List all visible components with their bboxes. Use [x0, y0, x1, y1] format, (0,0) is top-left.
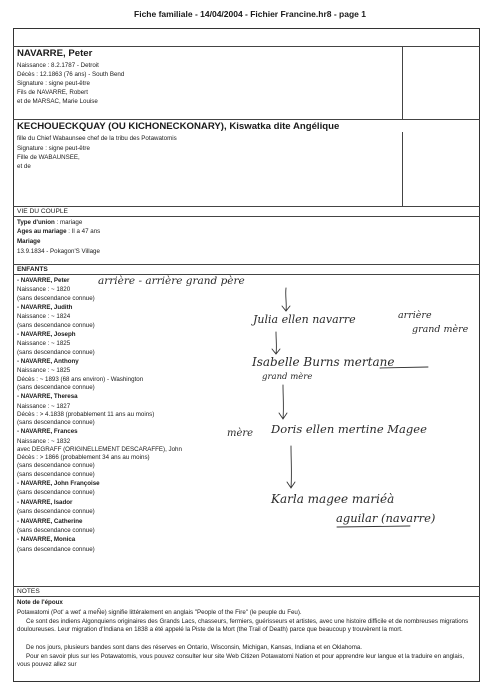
child-detail: (sans descendance connue) [17, 294, 95, 302]
child-detail: (sans descendance connue) [17, 348, 95, 356]
child-name: - NAVARRE, Monica [17, 536, 76, 544]
husband-death: Décès : 12.1863 (76 ans) - South Bend [17, 71, 125, 78]
note-paragraph-3: De nos jours, plusieurs bandes sont dans des réserves en Ontario, Wisconsin, Michigan, Kansas, Indiana et en Oklahoma. [26, 644, 363, 651]
child-detail: Naissance : ~ 1827 [17, 402, 71, 410]
wife-father: Fille de WABAUNSEE, [17, 154, 80, 161]
arrow-down-2 [272, 332, 280, 354]
child-name: - NAVARRE, Joseph [17, 331, 76, 338]
underline-aguilar [337, 526, 410, 527]
child-detail: Naissance : ~ 1825 [17, 340, 71, 348]
notes-heading: NOTES [17, 588, 40, 595]
child-detail: (sans descendance connue) [17, 419, 95, 426]
marriage-ages-value: : Il a 47 ans [66, 228, 101, 235]
underline-mertane [380, 367, 428, 368]
marriage-ages-label: Ages au mariage [17, 228, 67, 235]
husband-father: Fils de NAVARRE, Robert [17, 89, 88, 96]
arrow-down-3 [279, 385, 287, 419]
note-paragraph-1: Potawatomi (Pot' a wet' a meÑe) signifie littéralement en anglais "People of the Fire" (le peuple du Feu). [17, 609, 302, 616]
husband-name: NAVARRE, Peter [17, 48, 93, 59]
child-name: - NAVARRE, John Françoise [17, 480, 100, 487]
child-name: - NAVARRE, Catherine [17, 517, 83, 525]
page-header: Fiche familiale - 14/04/2004 - Fichier Francine.hr8 - page 1 [134, 9, 366, 19]
arrow-down-1 [282, 288, 290, 311]
child-name: - NAVARRE, Frances [17, 428, 78, 436]
child-detail: Décès : > 4.1838 (probablement 11 ans au moins) [17, 410, 155, 418]
wife-description: fille du Chief Wabaunsee chef de la tribu des Potawatomis [17, 135, 177, 142]
child-detail: (sans descendance connue) [17, 383, 95, 391]
child-detail: Naissance : ~ 1820 [17, 286, 71, 294]
couple-heading: VIE DU COUPLE [17, 208, 68, 215]
husband-mother: et de MARSAC, Marie Louise [17, 98, 98, 105]
marriage-value: 13.9.1834 - Pokagon'S Village [17, 248, 100, 255]
child-detail: (sans descendance connue) [17, 489, 95, 497]
child-detail: Naissance : ~ 1824 [17, 313, 71, 321]
union-type-value: : mariage [54, 219, 83, 226]
wife-mother: et de [17, 163, 31, 170]
child-detail: Naissance : ~ 1825 [17, 367, 71, 375]
child-name: - NAVARRE, Judith [17, 304, 73, 311]
handwriting-grandmother-2: grand mère [262, 372, 313, 382]
wife-signature: Signature : signe peut-être [17, 145, 90, 152]
handwriting-great-great-grandfather: arrière - arrière grand père [98, 275, 245, 287]
note-paragraph-4: Pour en savoir plus sur les Potawatomis, vous pouvez consulter leur site Web Citizen Potawatomi Nation et pour apprendre leur langue et la traduire en anglais, vous pouvez allez sur [17, 653, 465, 669]
child-detail: (sans descendance connue) [17, 321, 95, 329]
child-name: - NAVARRE, Theresa [17, 393, 78, 401]
child-detail: (sans descendance connue) [17, 508, 95, 516]
child-detail: avec DEGRAFF (ORIGINELLEMENT DESCARAFFE), John [17, 446, 182, 453]
child-name: - NAVARRE, Anthony [17, 358, 79, 365]
child-name: - NAVARRE, Peter [17, 277, 70, 284]
handwriting-karla: Karla magee mariéà [271, 492, 395, 506]
child-detail: Décès : ~ 1893 (68 ans environ) - Washington [17, 375, 144, 383]
child-detail: (sans descendance connue) [17, 545, 95, 553]
wife-name: KECHOUECKQUAY (OU KICHONECKONARY), Kiswatka dite Angélique [17, 121, 340, 132]
child-detail: Naissance : ~ 1832 [17, 437, 71, 445]
handwriting-isabelle: Isabelle Burns mertane [252, 355, 395, 369]
child-detail: Décès : > 1866 (probablement 34 ans au moins) [17, 454, 150, 462]
handwriting-doris: Doris ellen mertine Magee [271, 422, 427, 436]
child-detail: (sans descendance connue) [17, 470, 95, 478]
handwriting-aguilar: aguilar (navarre) [336, 511, 436, 525]
arrow-down-4 [287, 446, 295, 488]
union-type-label: Type d'union [17, 219, 55, 226]
child-detail: (sans descendance connue) [17, 527, 95, 534]
note-paragraph-2: Ce sont des indiens Algonquiens originaires des Grands Lacs, chasseurs, fermiers, guérisseurs et artistes, avec une histoire difficile et de nombreuses migrations douloureuses. Leur migration d'Indiana en 1838 a été appelé la Piste de la Mort (the Trail of Death) parce que beaucoup y trouvèrent la mort. [17, 618, 469, 634]
child-detail: (sans descendance connue) [17, 462, 95, 470]
handwriting-julia: Julia ellen navarre [253, 313, 356, 326]
husband-birth: Naissance : 8.2.1787 - Detroit [17, 62, 99, 69]
handwriting-grandmother-1: grand mère [412, 324, 469, 335]
notes-subheading: Note de l'époux [17, 599, 63, 606]
children-heading: ENFANTS [17, 266, 48, 273]
child-name: - NAVARRE, Isador [17, 498, 73, 506]
marriage-label: Mariage [17, 238, 41, 245]
handwriting-arriere: arrière [398, 310, 432, 321]
husband-signature: Signature : signe peut-être [17, 80, 90, 87]
handwriting-mother: mère [227, 428, 254, 439]
